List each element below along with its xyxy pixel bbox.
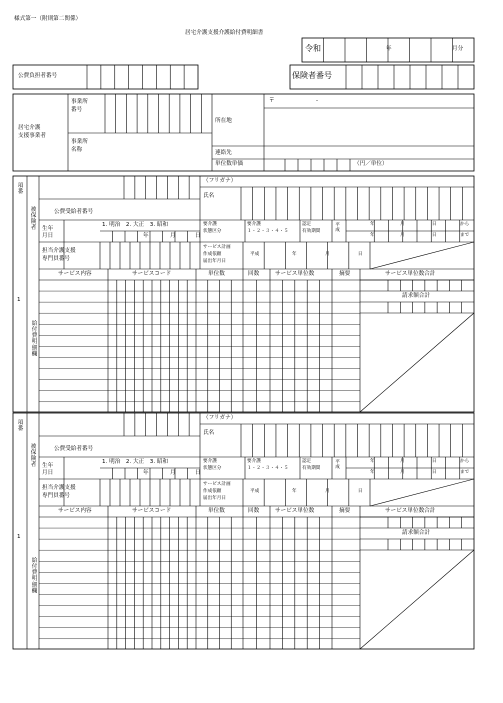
- block-1-th-claim-total: 請求額合計: [402, 293, 430, 299]
- block-2-from-day: 日: [432, 459, 437, 464]
- block-1-from-year: 年: [370, 222, 375, 227]
- block-2-care-levels: １・２・３・４・５: [247, 466, 289, 471]
- block-1-plan-label-3: 届出年月日: [203, 259, 226, 264]
- block-1-plan-heisei: 平成: [250, 252, 260, 257]
- block-1-care-levels: １・２・３・４・５: [247, 229, 289, 234]
- provider-label-1: 居宅介護: [18, 125, 41, 131]
- block-2-birth-day: 日: [195, 470, 201, 476]
- office-name-label-2: 名称: [71, 147, 83, 153]
- block-1-th-units: 単位数: [208, 271, 225, 277]
- block-1-from-day: 日: [432, 222, 437, 227]
- block-2-item-label: 項番: [16, 419, 23, 432]
- block-2-insured-label: 被保険者: [29, 443, 36, 468]
- block-1-until-label: まで: [460, 233, 470, 238]
- block-2-care-levels-title: 要介護: [247, 459, 261, 464]
- block-1-item-number: 1: [17, 297, 21, 303]
- block-2-certified-label: 認定: [302, 459, 312, 464]
- block-2-th-remarks: 摘要: [339, 508, 351, 514]
- unit-price-label: 単位数単価: [215, 161, 243, 167]
- block-2-birth-year: 年: [143, 470, 149, 476]
- provider-label-2: 支援事業者: [18, 133, 46, 139]
- block-1-plan-month: 月: [325, 252, 330, 257]
- insurer-label: 保険者番号: [292, 71, 332, 80]
- block-2-care-level-label-1: 要介護: [203, 459, 217, 464]
- block-2-th-claim-total: 請求額合計: [402, 530, 430, 536]
- block-2-th-total-units: サービス単位数合計: [385, 508, 436, 514]
- block-1-th-remarks: 摘要: [339, 271, 351, 277]
- block-2-furigana-label: （フリガナ）: [203, 415, 237, 421]
- unit-price-unit: （円／単位）: [354, 161, 388, 167]
- block-2-plan-label-1: サービス計画: [203, 482, 231, 487]
- block-1-detail-label: 給付費明細欄: [30, 320, 37, 357]
- block-1-birth-label-1: 生年: [42, 226, 54, 232]
- block-1-plan-day: 日: [358, 252, 363, 257]
- block-1-insured-label: 被保険者: [29, 206, 36, 231]
- block-1-plan-year: 年: [292, 252, 297, 257]
- block-2-from-month: 月: [400, 459, 405, 464]
- block-1-care-manager-label-1: 担当介護支援: [42, 248, 76, 254]
- year-unit: 年: [386, 46, 392, 52]
- block-1-th-service-code: サービスコード: [132, 271, 172, 277]
- block-2-until-label: まで: [460, 470, 470, 475]
- block-1-plan-label-2: 作成依頼: [203, 252, 222, 257]
- block-2-th-count: 回数: [248, 508, 260, 514]
- block-2-th-service-code: サービスコード: [132, 508, 172, 514]
- block-1-eras: 1. 明治 2. 大正 3. 昭和: [102, 222, 169, 228]
- block-2-th-service-units: サービス単位数: [275, 508, 315, 514]
- office-no-label-1: 事業所: [71, 99, 88, 105]
- block-2-care-manager-label-1: 担当介護支援: [42, 485, 76, 491]
- block-1-th-count: 回数: [248, 271, 260, 277]
- block-1-th-service-content: サービス内容: [58, 271, 92, 277]
- block-2-plan-heisei: 平成: [250, 489, 260, 494]
- block-2-th-units: 単位数: [208, 508, 225, 514]
- block-2-item-number: 1: [17, 534, 21, 540]
- block-1-th-service-units: サービス単位数: [275, 271, 315, 277]
- block-1-to-month: 月: [400, 233, 405, 238]
- block-1-from-label: から: [460, 222, 470, 227]
- block-2-plan-year: 年: [292, 489, 297, 494]
- block-1-valid-period-label: 有効期間: [302, 229, 321, 234]
- block-1-birth-day: 日: [195, 233, 201, 239]
- block-2-heisei-label: 平成: [334, 459, 340, 470]
- address-label: 所在地: [215, 118, 232, 124]
- block-2-th-service-content: サービス内容: [58, 508, 92, 514]
- block-1-to-day: 日: [432, 233, 437, 238]
- block-1-th-total-units: サービス単位数合計: [385, 271, 436, 277]
- postal-dash: -: [316, 98, 319, 104]
- block-2-to-year: 年: [370, 470, 375, 475]
- block-2-care-manager-label-2: 専門員番号: [42, 493, 70, 499]
- era-label: 令和: [305, 44, 321, 53]
- block-1-birth-label-2: 月日: [42, 233, 54, 239]
- block-2-detail-label: 給付費明細欄: [30, 557, 37, 594]
- block-1-from-month: 月: [400, 222, 405, 227]
- block-1-birth-year: 年: [143, 233, 149, 239]
- block-2-valid-period-label: 有効期間: [302, 466, 321, 471]
- block-1-recipient-label: 公費受給者番号: [54, 209, 94, 215]
- block-2-from-label: から: [460, 459, 470, 464]
- block-2-plan-month: 月: [325, 489, 330, 494]
- block-2-eras: 1. 明治 2. 大正 3. 昭和: [102, 459, 169, 465]
- postal-mark: 〒: [269, 98, 275, 104]
- block-1-care-levels-title: 要介護: [247, 222, 261, 227]
- block-2-plan-label-2: 作成依頼: [203, 489, 222, 494]
- block-1-birth-month: 月: [170, 233, 176, 239]
- block-1-plan-label-1: サービス計画: [203, 245, 231, 250]
- contact-label: 連絡先: [215, 150, 232, 156]
- block-2-plan-label-3: 届出年月日: [203, 496, 226, 501]
- office-no-label-2: 番号: [71, 107, 83, 113]
- block-1-item-label: 項番: [16, 182, 23, 195]
- month-unit: 月分: [452, 46, 464, 52]
- block-2-plan-day: 日: [358, 489, 363, 494]
- office-name-label-1: 事業所: [71, 139, 88, 145]
- page-title: 居宅介護支援介護給付費明細書: [185, 30, 264, 36]
- block-2-care-level-label-2: 状態区分: [203, 466, 222, 471]
- block-2-from-year: 年: [370, 459, 375, 464]
- block-2-recipient-label: 公費受給者番号: [54, 446, 94, 452]
- block-2-birth-label-2: 月日: [42, 470, 54, 476]
- public-payer-label: 公費負担者番号: [18, 73, 58, 79]
- form-id: 様式第一（附則第二関係）: [14, 16, 82, 22]
- block-1-care-manager-label-2: 専門員番号: [42, 256, 70, 262]
- block-1-name-label: 氏名: [203, 193, 215, 199]
- block-1-heisei-label: 平成: [334, 222, 340, 233]
- block-1-care-level-label-1: 要介護: [203, 222, 217, 227]
- block-1-certified-label: 認定: [302, 222, 312, 227]
- block-2-name-label: 氏名: [203, 430, 215, 436]
- block-1-care-level-label-2: 状態区分: [203, 229, 222, 234]
- block-1-furigana-label: （フリガナ）: [203, 178, 237, 184]
- block-1-to-year: 年: [370, 233, 375, 238]
- block-2-to-day: 日: [432, 470, 437, 475]
- block-2-birth-month: 月: [170, 470, 176, 476]
- block-2-birth-label-1: 生年: [42, 463, 54, 469]
- block-2-to-month: 月: [400, 470, 405, 475]
